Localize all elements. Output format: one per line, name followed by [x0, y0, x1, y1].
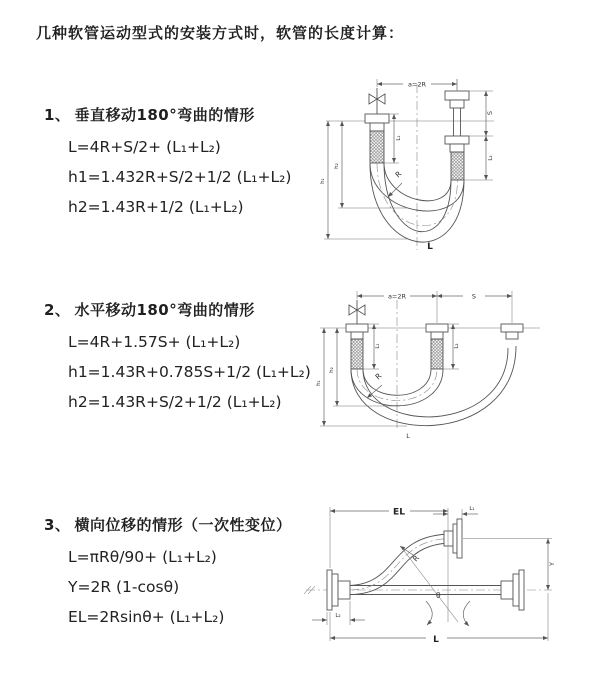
- section-2-heading: [44, 299, 311, 320]
- section-3-number: 3、: [44, 516, 71, 534]
- hose-sleeve: [431, 339, 443, 369]
- section-3-formulas: [44, 535, 291, 632]
- pipe-middle: [426, 324, 448, 369]
- section-1-title: 垂直移动180°弯曲的情形: [74, 106, 255, 124]
- section-1-number: 1、: [44, 106, 71, 124]
- dim-label-l2: L₂: [488, 155, 494, 161]
- dim-label-l1: L₁: [469, 506, 475, 512]
- valve-icon: [369, 88, 385, 114]
- angle-label-theta: θ: [436, 591, 441, 600]
- formula-line: h2=1.43R+S/2+1/2 (L₁+L₂): [68, 393, 282, 411]
- hose-centerline: [350, 539, 453, 591]
- dim-label-a2r: a=2R: [387, 292, 407, 301]
- diagram-lateral-displacement: [300, 498, 570, 653]
- dim-label-h2: h₂: [334, 163, 340, 169]
- dim-label-r: R: [373, 371, 384, 382]
- dim-label-h1: h₁: [320, 178, 326, 184]
- formula-line: Y=2R (1-cosθ): [68, 578, 180, 596]
- pipe-right-moved: [501, 324, 523, 339]
- pipe-right: [445, 79, 469, 180]
- section-2-formulas: [44, 320, 311, 417]
- section-1-heading: [44, 104, 291, 125]
- dim-label-r: R: [393, 169, 404, 180]
- dim-label-l: L: [406, 432, 410, 440]
- formula-line: h1=1.432R+S/2+1/2 (L₁+L₂): [68, 168, 292, 186]
- formula-line: L=πRθ/90+ (L₁+L₂): [68, 548, 217, 566]
- dim-label-s: S: [471, 292, 477, 301]
- dim-label-l2: L₂: [335, 613, 341, 619]
- section-2: [44, 299, 311, 417]
- dim-el: [330, 507, 448, 568]
- section-3-heading: [44, 514, 291, 535]
- dim-label-l: L: [427, 242, 433, 252]
- section-2-title: 水平移动180°弯曲的情形: [74, 301, 255, 319]
- dim-label-l: L: [433, 635, 439, 645]
- hose-sleeve: [451, 152, 464, 180]
- section-3-title: 横向位移的情形（一次性变位）: [74, 516, 292, 534]
- pipe-left: [346, 324, 368, 369]
- valve-icon: [349, 300, 365, 324]
- dim-label-l2: L₂: [454, 343, 460, 349]
- dim-l2: [312, 601, 365, 625]
- dim-label-el: EL: [393, 507, 405, 518]
- dim-label-y: Y: [548, 562, 556, 566]
- radius-leader: [400, 546, 421, 563]
- dim-s: [469, 91, 494, 136]
- formula-line: L=4R+1.57S+ (L₁+L₂): [68, 333, 241, 351]
- hose-sleeve: [370, 131, 384, 163]
- dim-l1: [433, 506, 478, 519]
- dim-label-r: R: [410, 553, 421, 564]
- flange-right: [501, 570, 524, 610]
- dim-label-l1: L₁: [396, 135, 402, 141]
- formula-line: EL=2Rsinθ+ (L₁+L₂): [68, 608, 225, 626]
- dim-s: [437, 291, 512, 323]
- section-1-formulas: [44, 125, 291, 222]
- dim-label-s: S: [486, 110, 494, 116]
- dim-label-l1: L₁: [375, 343, 381, 349]
- formula-line: h1=1.43R+0.785S+1/2 (L₁+L₂): [68, 363, 311, 381]
- formula-line: L=4R+S/2+ (L₁+L₂): [68, 138, 221, 156]
- dim-a2r: [377, 79, 457, 90]
- pipe-left: [365, 114, 389, 163]
- flange-left: [327, 570, 350, 610]
- flange-displaced: [444, 519, 462, 558]
- dim-label-h2: h₂: [329, 367, 335, 373]
- page-title: 几种软管运动型式的安装方式时，软管的长度计算：: [36, 24, 405, 42]
- section-3: [44, 514, 291, 632]
- dim-label-h1: h₁: [316, 380, 322, 386]
- section-1: [44, 104, 291, 222]
- dim-label-a2r: a=2R: [407, 80, 427, 89]
- formula-line: h2=1.43R+1/2 (L₁+L₂): [68, 198, 244, 216]
- diagram-vertical-180-bend: [312, 66, 542, 261]
- section-2-number: 2、: [44, 301, 71, 319]
- hose-sleeve: [351, 339, 363, 369]
- diagram-horizontal-180-bend: [312, 278, 552, 448]
